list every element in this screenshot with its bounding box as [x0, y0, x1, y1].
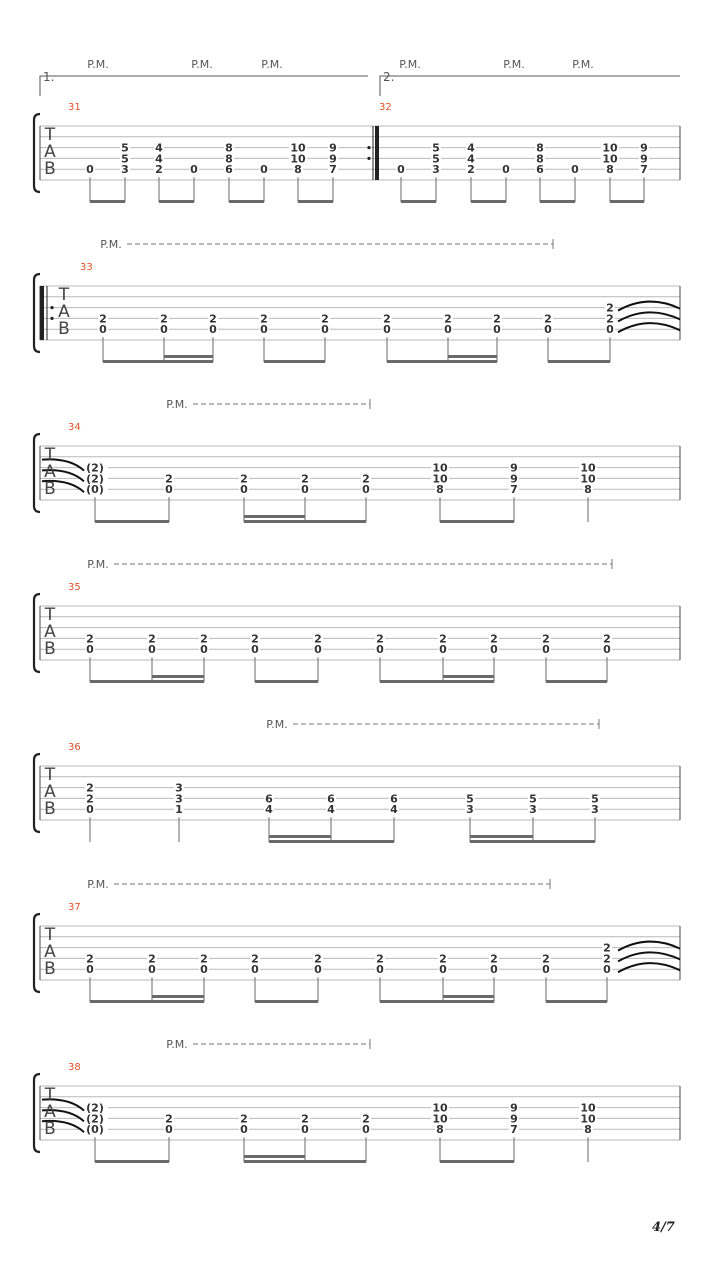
repeat-dot	[50, 317, 53, 320]
fret-number: 0	[148, 963, 156, 977]
fret-number: 10	[580, 461, 596, 475]
fret-number: 0	[209, 323, 217, 337]
beam	[90, 1000, 204, 1003]
fret-number: 7	[329, 163, 337, 177]
beam	[90, 680, 204, 683]
fret-number: 0	[86, 643, 94, 657]
repeat-dot	[367, 157, 370, 160]
fret-number: 0	[490, 963, 498, 977]
beam	[255, 680, 318, 683]
fret-number: 2	[544, 312, 552, 326]
measure-number: 32	[379, 102, 392, 113]
system-bracket	[34, 754, 40, 832]
tab-clef-letter: T	[44, 1085, 56, 1105]
tab-clef-letter: A	[58, 302, 70, 322]
fret-number: 0	[86, 803, 94, 817]
fret-number: 0	[148, 643, 156, 657]
palm-mute-label: P.M.	[266, 718, 288, 731]
fret-number: 2	[86, 781, 94, 795]
tab-clef-letter: B	[44, 159, 56, 179]
beam	[546, 680, 607, 683]
sub-beam	[244, 1155, 305, 1158]
fret-number: 10	[432, 461, 448, 475]
fret-number: 7	[510, 1123, 518, 1137]
beam	[103, 360, 213, 363]
beam	[387, 360, 497, 363]
fret-number: 3	[466, 803, 474, 817]
palm-mute-label: P.M.	[261, 58, 283, 71]
fret-number: 6	[225, 163, 233, 177]
tab-clef-letter: A	[44, 942, 56, 962]
sub-beam	[152, 995, 204, 998]
fret-number: 4	[467, 152, 475, 166]
fret-number: 2	[86, 792, 94, 806]
tab-clef-letter: B	[44, 959, 56, 979]
measure-number: 35	[68, 582, 81, 593]
system-bracket	[34, 594, 40, 672]
palm-mute-label: P.M.	[87, 58, 109, 71]
fret-number: 10	[580, 1101, 596, 1115]
end-repeat-thick-bar	[375, 126, 379, 180]
fret-number: 6	[536, 163, 544, 177]
repeat-dot	[367, 146, 370, 149]
tab-clef-letter: B	[44, 799, 56, 819]
fret-number: 0	[260, 323, 268, 337]
system-bracket	[34, 114, 40, 192]
fret-number: 0	[376, 963, 384, 977]
fret-number: 8	[536, 141, 544, 155]
fret-number: 0	[86, 163, 94, 177]
sub-beam	[269, 835, 331, 838]
beam	[401, 200, 436, 203]
fret-number: 10	[580, 472, 596, 486]
fret-number: 2	[490, 632, 498, 646]
fret-number: (2)	[86, 472, 104, 486]
fret-number: 0	[571, 163, 579, 177]
fret-number: 2	[99, 312, 107, 326]
fret-number: 0	[314, 963, 322, 977]
fret-number: 2	[542, 952, 550, 966]
fret-number: 10	[432, 1112, 448, 1126]
measure-number: 34	[68, 422, 81, 433]
fret-number: 2	[606, 301, 614, 315]
fret-number: 2	[148, 952, 156, 966]
fret-number: 0	[362, 1123, 370, 1137]
palm-mute-label: P.M.	[191, 58, 213, 71]
fret-number: (0)	[86, 1123, 104, 1137]
fret-number: 2	[155, 163, 163, 177]
tab-clef-letter: A	[44, 142, 56, 162]
fret-number: 2	[301, 472, 309, 486]
system-bracket	[34, 434, 40, 512]
fret-number: 2	[260, 312, 268, 326]
fret-number: 2	[383, 312, 391, 326]
fret-number: 0	[200, 643, 208, 657]
tab-clef-letter: T	[44, 765, 56, 785]
start-repeat-thick-bar	[40, 286, 44, 340]
fret-number: 8	[584, 483, 592, 497]
fret-number: 3	[432, 163, 440, 177]
beam	[440, 520, 514, 523]
tab-clef-letter: B	[44, 1119, 56, 1139]
fret-number: 0	[490, 643, 498, 657]
fret-number: 0	[544, 323, 552, 337]
fret-number: 8	[294, 163, 302, 177]
fret-number: 9	[640, 152, 648, 166]
fret-number: 2	[493, 312, 501, 326]
fret-number: (2)	[86, 1101, 104, 1115]
fret-number: 8	[606, 163, 614, 177]
fret-number: 0	[200, 963, 208, 977]
tie-arc	[618, 942, 680, 951]
measure-number: 33	[80, 262, 93, 273]
sub-beam	[470, 835, 533, 838]
fret-number: 2	[165, 1112, 173, 1126]
fret-number: 0	[165, 1123, 173, 1137]
fret-number: 0	[376, 643, 384, 657]
fret-number: 5	[121, 152, 129, 166]
fret-number: 2	[251, 952, 259, 966]
fret-number: 7	[510, 483, 518, 497]
fret-number: 10	[432, 1101, 448, 1115]
fret-number: 10	[290, 141, 306, 155]
fret-number: 0	[439, 643, 447, 657]
fret-number: 5	[432, 152, 440, 166]
beam	[298, 200, 333, 203]
fret-number: 0	[240, 483, 248, 497]
fret-number: 5	[591, 792, 599, 806]
fret-number: 0	[542, 643, 550, 657]
fret-number: 2	[86, 632, 94, 646]
fret-number: 8	[536, 152, 544, 166]
fret-number: 6	[327, 792, 335, 806]
measure-number: 36	[68, 742, 81, 753]
beam	[95, 1160, 169, 1163]
fret-number: 0	[301, 1123, 309, 1137]
fret-number: (0)	[86, 483, 104, 497]
volta-label: 2.	[383, 70, 395, 84]
fret-number: 0	[444, 323, 452, 337]
beam	[380, 680, 494, 683]
fret-number: 4	[327, 803, 335, 817]
tab-system-2	[34, 239, 680, 363]
fret-number: 2	[439, 952, 447, 966]
fret-number: 2	[490, 952, 498, 966]
tie-arc	[618, 302, 680, 311]
fret-number: 0	[383, 323, 391, 337]
fret-number: 9	[510, 461, 518, 475]
fret-number: 2	[160, 312, 168, 326]
fret-number: 2	[301, 1112, 309, 1126]
tie-arc	[618, 963, 680, 972]
volta-bracket	[380, 76, 680, 96]
palm-mute-label: P.M.	[166, 1038, 188, 1051]
sub-beam	[164, 355, 213, 358]
beam	[380, 1000, 494, 1003]
fret-number: 2	[240, 1112, 248, 1126]
fret-number: 9	[510, 1112, 518, 1126]
fret-number: 0	[314, 643, 322, 657]
palm-mute-label: P.M.	[87, 878, 109, 891]
beam	[269, 840, 394, 843]
sub-beam	[443, 675, 494, 678]
fret-number: 3	[591, 803, 599, 817]
tab-clef-letter: T	[44, 925, 56, 945]
sub-beam	[244, 515, 305, 518]
fret-number: 5	[466, 792, 474, 806]
beam	[548, 360, 610, 363]
measure-number: 37	[68, 902, 81, 913]
fret-number: 2	[362, 1112, 370, 1126]
tab-system-4	[34, 559, 680, 683]
fret-number: 0	[260, 163, 268, 177]
fret-number: 4	[467, 141, 475, 155]
fret-number: 4	[155, 152, 163, 166]
fret-number: 2	[321, 312, 329, 326]
beam	[470, 840, 595, 843]
tab-clef-letter: T	[58, 285, 70, 305]
fret-number: 2	[439, 632, 447, 646]
tab-clef-letter: T	[44, 605, 56, 625]
palm-mute-label: P.M.	[572, 58, 594, 71]
measure-number: 38	[68, 1062, 81, 1073]
tie-arc	[618, 323, 680, 332]
fret-number: 8	[436, 1123, 444, 1137]
fret-number: 3	[175, 792, 183, 806]
fret-number: 8	[225, 141, 233, 155]
fret-number: 8	[225, 152, 233, 166]
tab-clef-letter: A	[44, 622, 56, 642]
fret-number: 7	[640, 163, 648, 177]
fret-number: 10	[290, 152, 306, 166]
tab-clef-letter: T	[44, 445, 56, 465]
fret-number: 2	[362, 472, 370, 486]
tab-clef-letter: B	[44, 639, 56, 659]
fret-number: 0	[603, 643, 611, 657]
fret-number: 2	[376, 952, 384, 966]
measure-number: 31	[68, 102, 81, 113]
fret-number: 2	[376, 632, 384, 646]
fret-number: 2	[251, 632, 259, 646]
beam	[610, 200, 644, 203]
fret-number: 0	[190, 163, 198, 177]
fret-number: 9	[329, 141, 337, 155]
beam	[244, 1160, 366, 1163]
beam	[159, 200, 194, 203]
sub-beam	[443, 995, 494, 998]
palm-mute-label: P.M.	[100, 238, 122, 251]
fret-number: 4	[390, 803, 398, 817]
fret-number: 2	[606, 312, 614, 326]
fret-number: 2	[209, 312, 217, 326]
tab-system-6	[34, 879, 680, 1003]
fret-number: 9	[510, 472, 518, 486]
palm-mute-label: P.M.	[503, 58, 525, 71]
fret-number: 0	[240, 1123, 248, 1137]
tab-clef-letter: B	[58, 319, 70, 339]
repeat-dot	[50, 306, 53, 309]
fret-number: 0	[397, 163, 405, 177]
fret-number: 9	[510, 1101, 518, 1115]
tab-clef-letter: A	[44, 1102, 56, 1122]
fret-number: 0	[165, 483, 173, 497]
fret-number: 2	[165, 472, 173, 486]
fret-number: 8	[584, 1123, 592, 1137]
fret-number: 4	[265, 803, 273, 817]
fret-number: 0	[86, 963, 94, 977]
fret-number: 3	[175, 781, 183, 795]
fret-number: 0	[160, 323, 168, 337]
fret-number: 2	[200, 632, 208, 646]
fret-number: 2	[200, 952, 208, 966]
fret-number: 0	[439, 963, 447, 977]
fret-number: 6	[390, 792, 398, 806]
palm-mute-label: P.M.	[399, 58, 421, 71]
fret-number: 2	[603, 952, 611, 966]
fret-number: 0	[321, 323, 329, 337]
tab-clef-letter: B	[44, 479, 56, 499]
fret-number: 10	[602, 141, 618, 155]
fret-number: 0	[502, 163, 510, 177]
beam	[264, 360, 325, 363]
beam	[546, 1000, 607, 1003]
volta-label: 1.	[43, 70, 55, 84]
fret-number: 0	[542, 963, 550, 977]
tie-arc	[618, 312, 680, 321]
beam	[90, 200, 125, 203]
palm-mute-label: P.M.	[166, 398, 188, 411]
beam	[244, 520, 366, 523]
fret-number: 2	[240, 472, 248, 486]
fret-number: 0	[606, 323, 614, 337]
fret-number: 0	[493, 323, 501, 337]
fret-number: 0	[99, 323, 107, 337]
fret-number: 10	[432, 472, 448, 486]
fret-number: 0	[603, 963, 611, 977]
fret-number: 0	[251, 643, 259, 657]
system-bracket	[34, 914, 40, 992]
palm-mute-label: P.M.	[87, 558, 109, 571]
tab-clef-letter: T	[44, 125, 56, 145]
fret-number: 9	[640, 141, 648, 155]
fret-number: 2	[603, 632, 611, 646]
fret-number: 2	[542, 632, 550, 646]
fret-number: 2	[86, 952, 94, 966]
beam	[440, 1160, 514, 1163]
volta-bracket	[40, 76, 368, 96]
tab-clef-letter: A	[44, 462, 56, 482]
tab-clef-letter: A	[44, 782, 56, 802]
fret-number: (2)	[86, 1112, 104, 1126]
fret-number: 2	[603, 941, 611, 955]
fret-number: 2	[148, 632, 156, 646]
fret-number: 10	[580, 1112, 596, 1126]
fret-number: (2)	[86, 461, 104, 475]
beam	[255, 1000, 318, 1003]
fret-number: 1	[175, 803, 183, 817]
system-bracket	[34, 274, 40, 352]
tab-system-5	[34, 719, 680, 843]
tie-arc	[618, 952, 680, 961]
fret-number: 2	[314, 952, 322, 966]
beam	[229, 200, 264, 203]
sub-beam	[448, 355, 497, 358]
fret-number: 6	[265, 792, 273, 806]
tab-system-1	[34, 76, 680, 203]
fret-number: 3	[121, 163, 129, 177]
fret-number: 0	[301, 483, 309, 497]
fret-number: 3	[529, 803, 537, 817]
fret-number: 10	[602, 152, 618, 166]
fret-number: 0	[251, 963, 259, 977]
sub-beam	[152, 675, 204, 678]
fret-number: 0	[362, 483, 370, 497]
system-bracket	[34, 1074, 40, 1152]
fret-number: 9	[329, 152, 337, 166]
fret-number: 5	[432, 141, 440, 155]
fret-number: 4	[155, 141, 163, 155]
fret-number: 2	[467, 163, 475, 177]
page-number: 4/7	[652, 1220, 675, 1235]
fret-number: 8	[436, 483, 444, 497]
fret-number: 2	[314, 632, 322, 646]
beam	[471, 200, 506, 203]
fret-number: 5	[121, 141, 129, 155]
fret-number: 5	[529, 792, 537, 806]
beam	[540, 200, 575, 203]
beam	[95, 520, 169, 523]
fret-number: 2	[444, 312, 452, 326]
